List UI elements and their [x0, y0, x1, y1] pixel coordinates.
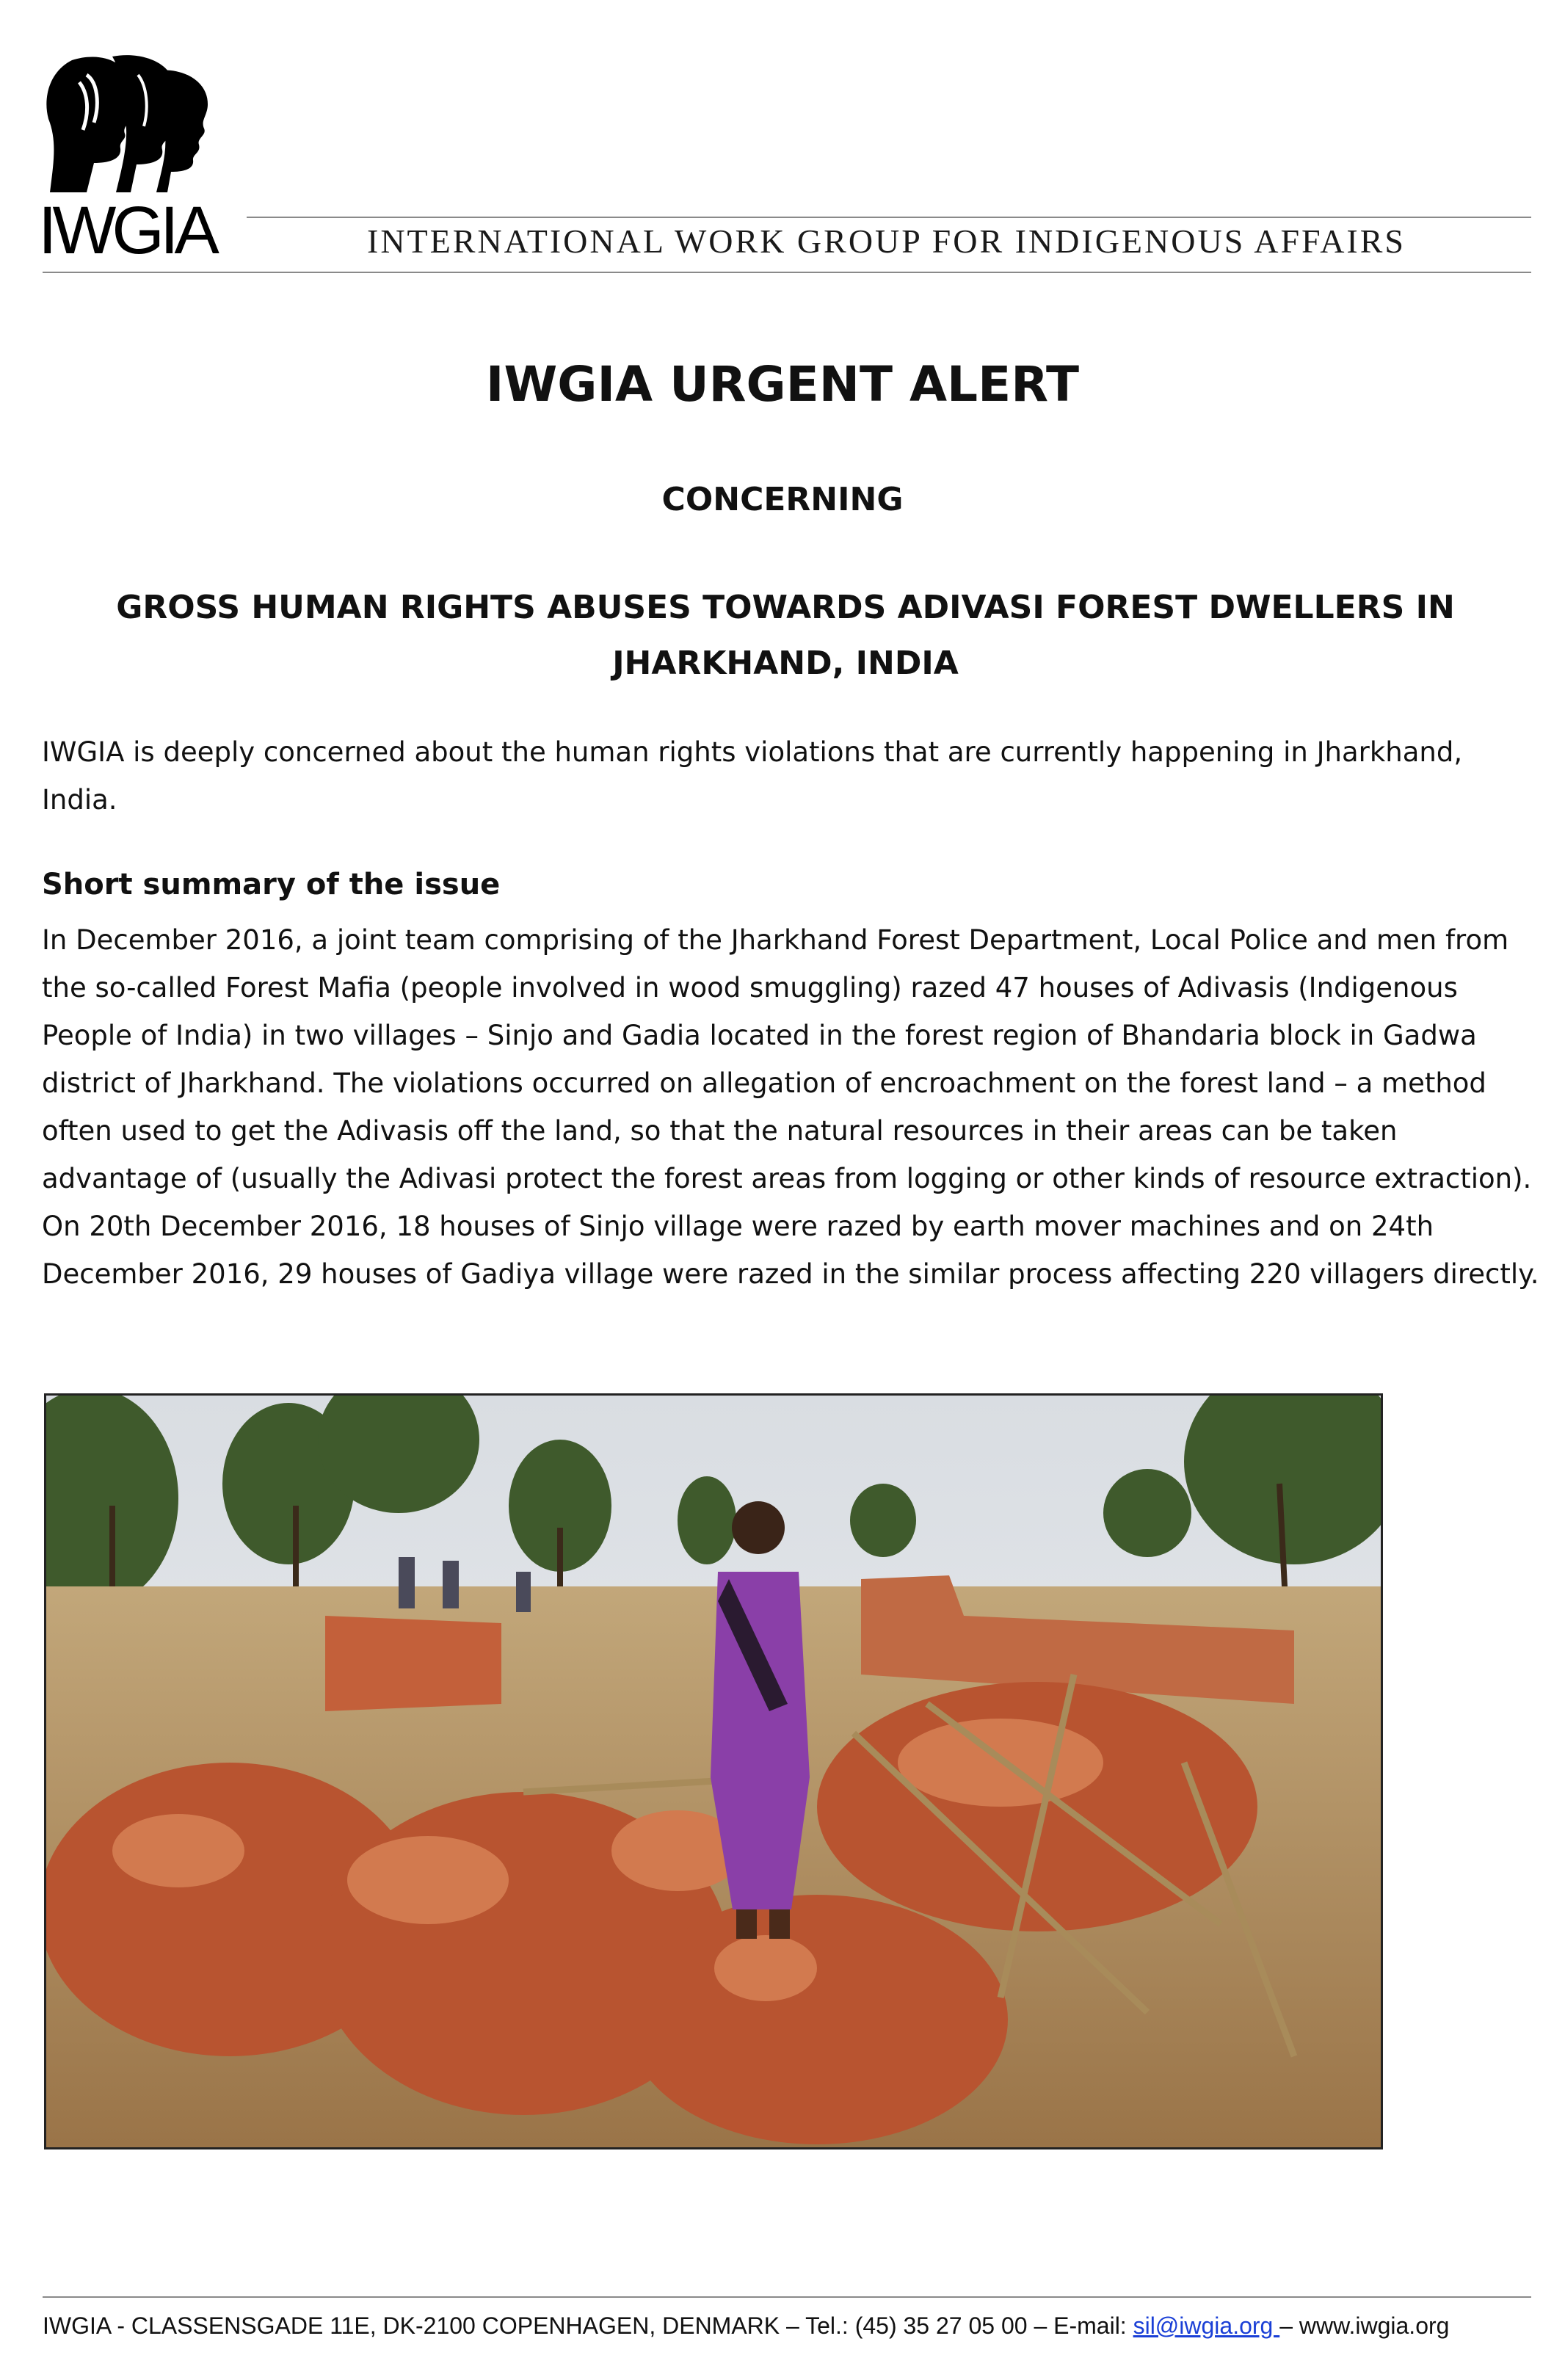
subtitle-line-2: JHARKHAND, INDIA — [612, 645, 959, 682]
footer-contact — [43, 2312, 1449, 2340]
page-title: IWGIA URGENT ALERT — [485, 356, 1080, 413]
section-heading: Short summary of the issue — [42, 868, 501, 901]
subtitle-line-1: GROSS HUMAN RIGHTS ABUSES TOWARDS ADIVASI FOREST DWELLERS IN — [116, 589, 1455, 626]
footer-rule — [43, 2296, 1531, 2298]
header-rule-bottom — [43, 272, 1531, 273]
concerning-heading: CONCERNING — [661, 481, 904, 518]
email-link[interactable]: sil@iwgia.org — [1133, 2312, 1280, 2339]
org-name: INTERNATIONAL WORK GROUP FOR INDIGENOUS AFFAIRS — [367, 222, 1406, 260]
footer-address: IWGIA - CLASSENSGADE 11E, DK-2100 COPENHAGEN, DENMARK – Tel.: (45) 35 27 05 00 – E-mail: — [43, 2312, 1133, 2339]
alert-subtitle — [103, 580, 1468, 692]
intro-paragraph: IWGIA is deeply concerned about the human rights violations that are currently happening in Jharkhand, India. — [42, 736, 1463, 816]
photo-illustration — [46, 1396, 1381, 2147]
razed-house-photo — [44, 1393, 1383, 2149]
summary-paragraph: In December 2016, a joint team comprising of the Jharkhand Forest Department, Local Police and men from the so-called Forest Mafia (people involved in wood smuggling) razed 47 houses of Adivasis (Indigenous People of India) in two villages – Sinjo and Gadia located in the forest region of Bhandaria block in Gadwa district of Jharkhand. The violations occurred on allegation of encroachment on the forest land – a method often used to get the Adivasis off the land, so that the natural resources in their areas can be taken advantage of (usually the Adivasi protect the forest areas from logging or other kinds of resource extraction). On 20th December 2016, 18 houses of Sinjo village were razed by earth mover machines and on 24th December 2016, 29 houses of Gadiya village were razed in the similar process affecting 220 villagers directly. — [42, 924, 1539, 1290]
footer-website: – www.iwgia.org — [1279, 2312, 1450, 2339]
logo-wordmark: IWGIA — [38, 193, 215, 268]
faces-silhouette-icon — [43, 53, 219, 200]
header-rule-top — [247, 217, 1531, 218]
